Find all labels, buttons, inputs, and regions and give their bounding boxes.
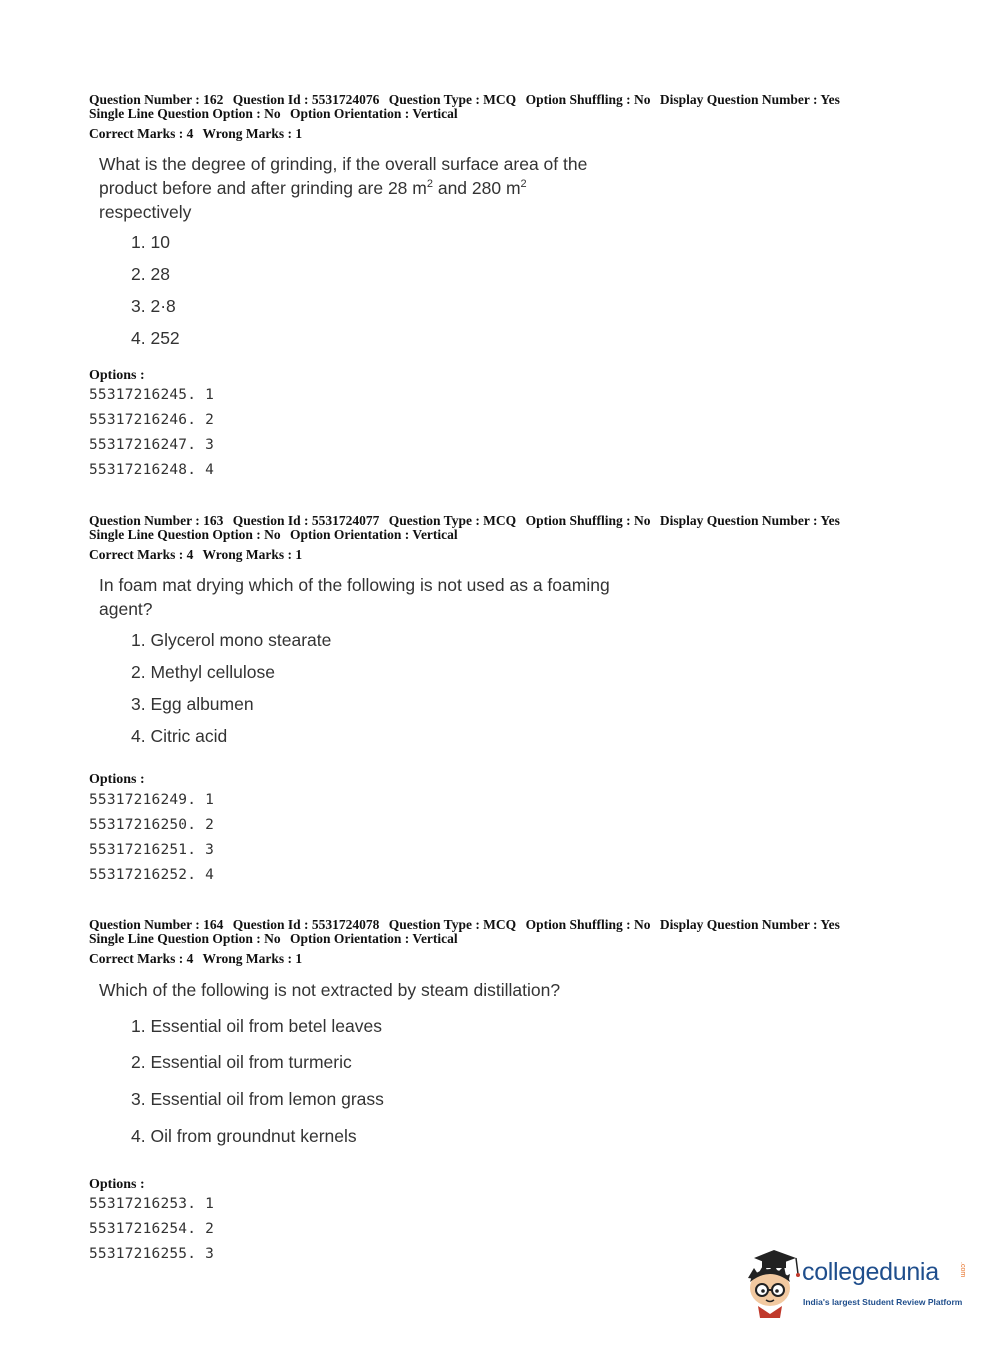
answer-choice: 4. Oil from groundnut kernels [131, 1126, 357, 1146]
question-id: Question Id : 5531724078 [232, 917, 380, 932]
marks-line [89, 951, 308, 966]
option-shuffling: Option Shuffling : No [525, 513, 651, 528]
answer-choice: 2. Essential oil from turmeric [131, 1052, 352, 1072]
question-text-line: Which of the following is not extracted by steam distillation? [99, 980, 561, 1000]
question-text-line: agent? [99, 599, 153, 619]
question-number: Question Number : 162 [89, 92, 224, 107]
correct-marks: Correct Marks : 4 [89, 547, 194, 562]
display-question-number: Display Question Number : Yes [659, 92, 840, 107]
question-number: Question Number : 163 [89, 513, 224, 528]
single-line-option: Single Line Question Option : No [89, 527, 281, 542]
option-id: 55317216251. 3 [89, 842, 215, 858]
answer-choice: 3. 2·8 [131, 296, 176, 316]
wrong-marks: Wrong Marks : 1 [202, 951, 303, 966]
answer-choice: 2. 28 [131, 264, 170, 284]
collegedunia-logo[interactable] [740, 1248, 970, 1318]
question-text-line: What is the degree of grinding, if the overall surface area of the [99, 154, 588, 174]
answer-choice: 4. 252 [131, 328, 180, 348]
option-id: 55317216245. 1 [89, 387, 215, 403]
question-text-part: and 280 m [432, 178, 521, 198]
question-meta-line1 [89, 92, 846, 107]
question-id: Question Id : 5531724077 [232, 513, 380, 528]
superscript: 2 [520, 178, 527, 191]
question-text-line [99, 176, 607, 200]
options-label: Options : [89, 1177, 145, 1192]
answer-choice: 1. 10 [131, 232, 170, 252]
marks-line [89, 547, 308, 562]
option-orientation: Option Orientation : Vertical [290, 931, 458, 946]
logo-tagline: India's largest Student Review Platform [803, 1297, 963, 1307]
question-meta-line1 [89, 917, 846, 932]
logo-suffix: .com [959, 1262, 966, 1278]
answer-choice: 2. Methyl cellulose [131, 662, 275, 682]
option-id: 55317216246. 2 [89, 412, 215, 428]
question-meta-line2 [89, 106, 464, 121]
options-label: Options : [89, 772, 145, 787]
question-type: Question Type : MCQ [388, 513, 517, 528]
superscript: 2 [426, 178, 433, 191]
single-line-option: Single Line Question Option : No [89, 931, 281, 946]
correct-marks: Correct Marks : 4 [89, 126, 194, 141]
display-question-number: Display Question Number : Yes [659, 513, 840, 528]
answer-choice: 4. Citric acid [131, 726, 228, 746]
wrong-marks: Wrong Marks : 1 [202, 547, 303, 562]
option-id: 55317216255. 3 [89, 1246, 215, 1262]
option-shuffling: Option Shuffling : No [525, 92, 651, 107]
question-type: Question Type : MCQ [388, 917, 517, 932]
option-id: 55317216249. 1 [89, 792, 215, 808]
option-id: 55317216250. 2 [89, 817, 215, 833]
option-orientation: Option Orientation : Vertical [290, 527, 458, 542]
options-label: Options : [89, 368, 145, 383]
question-type: Question Type : MCQ [388, 92, 517, 107]
option-shuffling: Option Shuffling : No [525, 917, 651, 932]
display-question-number: Display Question Number : Yes [659, 917, 840, 932]
answer-choice: 3. Essential oil from lemon grass [131, 1089, 384, 1109]
option-id: 55317216248. 4 [89, 462, 215, 478]
marks-line [89, 126, 308, 141]
option-id: 55317216247. 3 [89, 437, 215, 453]
question-text-line: respectively [99, 202, 192, 222]
question-meta-line1 [89, 513, 846, 528]
correct-marks: Correct Marks : 4 [89, 951, 194, 966]
single-line-option: Single Line Question Option : No [89, 106, 281, 121]
logo-wordmark: collegedunia [802, 1258, 939, 1286]
option-orientation: Option Orientation : Vertical [290, 106, 458, 121]
question-number: Question Number : 164 [89, 917, 224, 932]
answer-choice: 3. Egg albumen [131, 694, 254, 714]
mascot-icon [740, 1248, 804, 1318]
question-text-part: product before and after grinding are 28 m [99, 178, 427, 198]
wrong-marks: Wrong Marks : 1 [202, 126, 303, 141]
option-id: 55317216253. 1 [89, 1196, 215, 1212]
answer-choice: 1. Essential oil from betel leaves [131, 1016, 382, 1036]
question-id: Question Id : 5531724076 [232, 92, 380, 107]
question-meta-line2 [89, 931, 464, 946]
option-id: 55317216252. 4 [89, 867, 215, 883]
answer-choice: 1. Glycerol mono stearate [131, 630, 332, 650]
option-id: 55317216254. 2 [89, 1221, 215, 1237]
question-meta-line2 [89, 527, 464, 542]
question-text-line: In foam mat drying which of the following is not used as a foaming [99, 575, 610, 595]
